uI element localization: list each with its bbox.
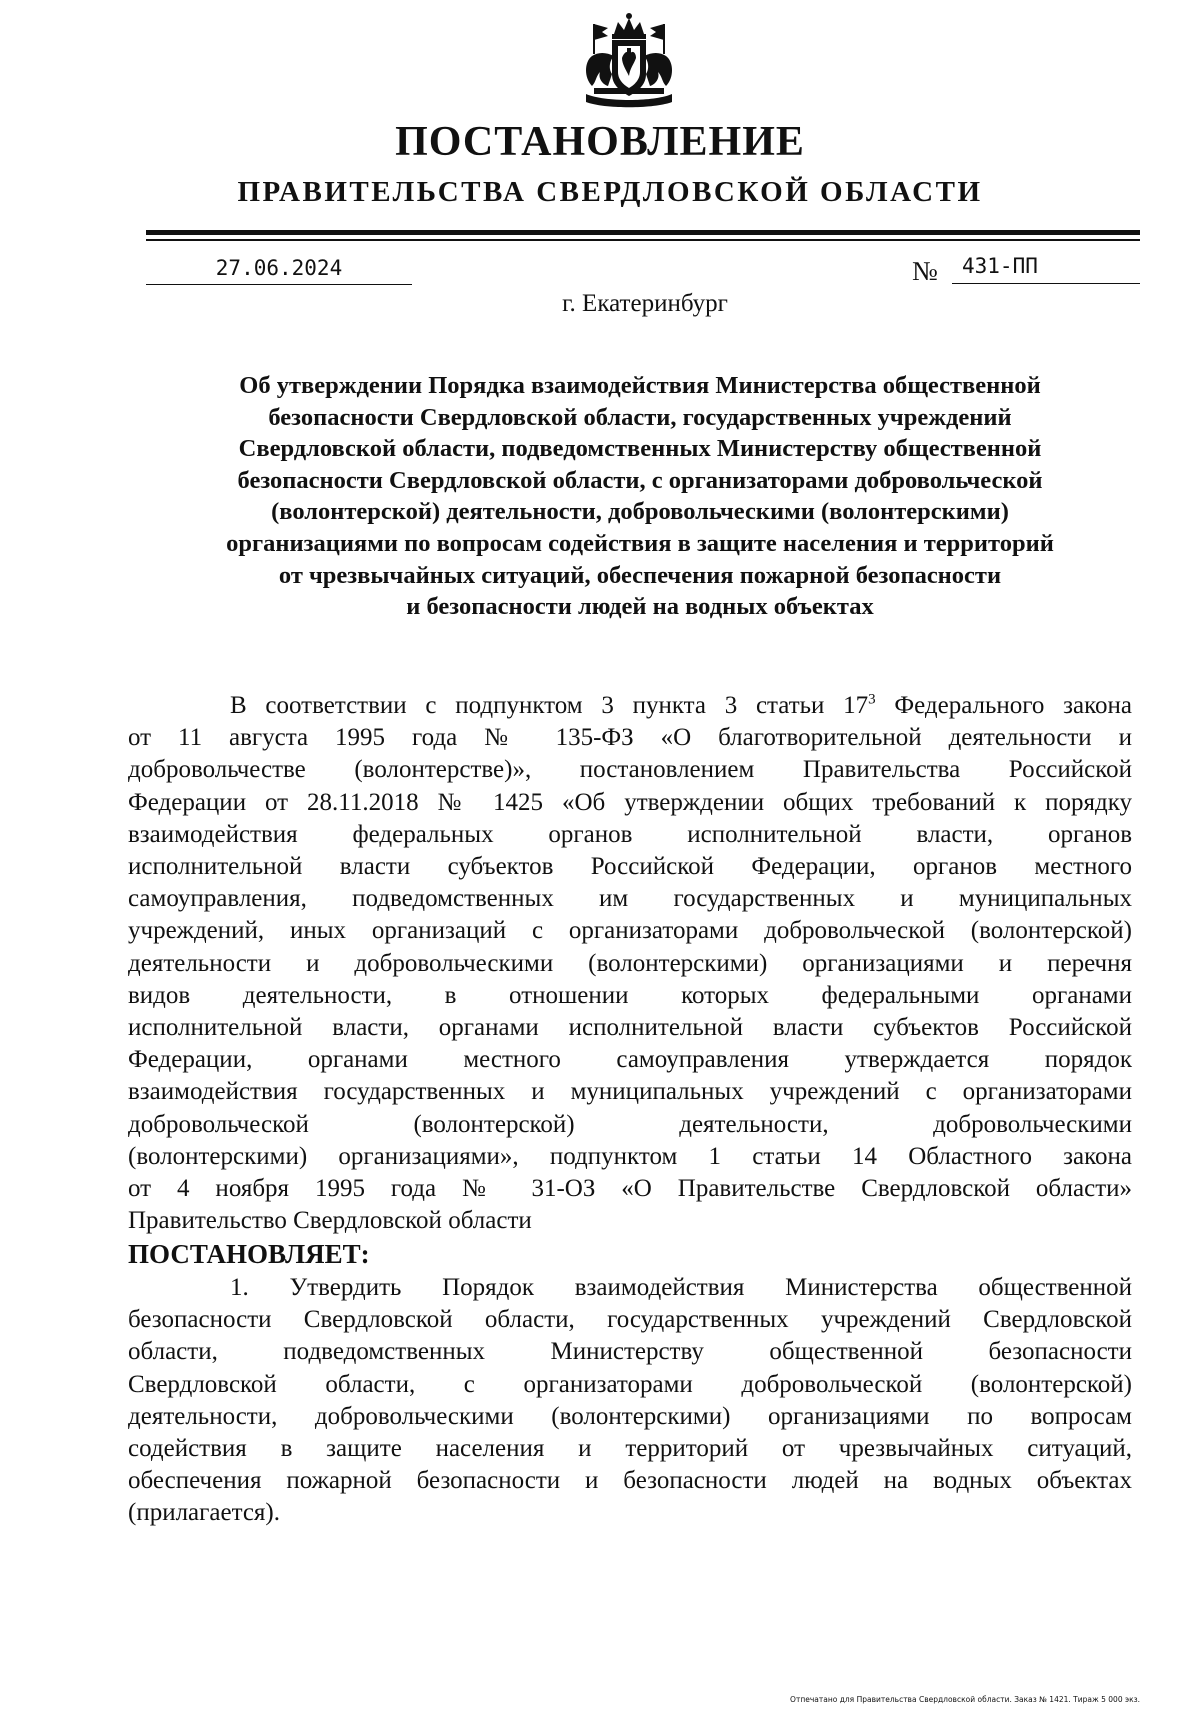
superscript: 3: [868, 691, 876, 708]
decree-word: ПОСТАНОВЛЯЕТ:: [128, 1239, 370, 1269]
preamble-text: В соответствии с подпунктом 3 пункта 3 статьи 17: [230, 692, 869, 719]
document-title: [150, 370, 1130, 623]
item-1-line: Свердловской области, с организаторами добровольческой (волонтерской): [128, 1370, 1132, 1398]
print-imprint-footer: Отпечатано для Правительства Свердловской области. Заказ № 1421. Тираж 5 000 экз.: [790, 1695, 1140, 1704]
title-line: организациями по вопросам содействия в защите населения и территорий: [226, 529, 1054, 557]
preamble-line: добровольческой (волонтерской) деятельности, добровольческими: [128, 1110, 1132, 1138]
preamble-line: взаимодействия федеральных органов исполнительной власти, органов: [128, 820, 1132, 848]
item-1-line: содействия в защите населения и территорий от чрезвычайных ситуаций,: [128, 1435, 1132, 1463]
item-1-line: 1. Утвердить Порядок взаимодействия Министерства общественной: [230, 1274, 1132, 1301]
preamble-line: исполнительной власти, органами исполнительной власти субъектов Российской: [128, 1014, 1132, 1042]
preamble-paragraph: [128, 690, 1132, 1237]
preamble-line: Правительство Свердловской области: [128, 1207, 532, 1235]
item-1-line: деятельности, добровольческими (волонтерскими) организациями по вопросам: [128, 1402, 1132, 1430]
header-divider-thin: [146, 239, 1140, 241]
preamble-line: добровольчестве (волонтерстве)», постановлением Правительства Российской: [128, 756, 1132, 784]
preamble-line: от 4 ноября 1995 года № 31-ОЗ «О Правительстве Свердловской области»: [128, 1175, 1132, 1203]
item-1-line: (прилагается).: [128, 1499, 281, 1527]
document-type-heading: ПОСТАНОВЛЕНИЕ: [395, 119, 805, 165]
preamble-line: [128, 690, 1132, 722]
document-number: 431-ПП: [952, 252, 1140, 284]
coat-of-arms-emblem-icon: [574, 12, 684, 112]
item-1-line: безопасности Свердловской области, государственных учреждений Свердловской: [128, 1306, 1132, 1334]
issuer-heading: ПРАВИТЕЛЬСТВА СВЕРДЛОВСКОЙ ОБЛАСТИ: [237, 176, 983, 208]
title-line: (волонтерской) деятельности, добровольческими (волонтерскими): [271, 498, 1009, 526]
document-city: г. Екатеринбург: [562, 290, 728, 317]
preamble-line: Федерации от 28.11.2018 № 1425 «Об утверждении общих требований к порядку: [128, 788, 1132, 816]
title-line: безопасности Свердловской области, с организаторами добровольческой: [237, 466, 1043, 494]
title-line: безопасности Свердловской области, государственных учреждений: [268, 403, 1012, 431]
number-sign: №: [912, 256, 938, 286]
preamble-text: Федерального закона: [875, 692, 1132, 719]
preamble-line: от 11 августа 1995 года № 135-ФЗ «О благотворительной деятельности и: [128, 724, 1132, 752]
document-date: 27.06.2024: [146, 254, 412, 285]
preamble-line: (волонтерскими) организациями», подпунктом 1 статьи 14 Областного закона: [128, 1142, 1132, 1170]
preamble-line: учреждений, иных организаций с организаторами добровольческой (волонтерской): [128, 917, 1132, 945]
title-line: и безопасности людей на водных объектах: [406, 593, 874, 621]
item-1-paragraph: [128, 1272, 1132, 1530]
item-1-line: области, подведомственных Министерству общественной безопасности: [128, 1338, 1132, 1366]
preamble-line: взаимодействия государственных и муниципальных учреждений с организаторами: [128, 1078, 1132, 1106]
item-1-line: обеспечения пожарной безопасности и безопасности людей на водных объектах: [128, 1467, 1132, 1495]
title-line: от чрезвычайных ситуаций, обеспечения пожарной безопасности: [278, 561, 1002, 589]
title-line: Свердловской области, подведомственных Министерству общественной: [238, 435, 1042, 463]
header-divider-thick: [146, 230, 1140, 235]
preamble-line: самоуправления, подведомственных им государственных и муниципальных: [128, 885, 1132, 913]
preamble-line: исполнительной власти субъектов Российской Федерации, органов местного: [128, 853, 1132, 881]
title-line: Об утверждении Порядка взаимодействия Министерства общественной: [239, 372, 1041, 399]
preamble-line: видов деятельности, в отношении которых федеральными органами: [128, 981, 1132, 1009]
preamble-line: деятельности и добровольческими (волонтерскими) организациями и перечня: [128, 949, 1132, 977]
preamble-line: Федерации, органами местного самоуправления утверждается порядок: [128, 1046, 1132, 1074]
